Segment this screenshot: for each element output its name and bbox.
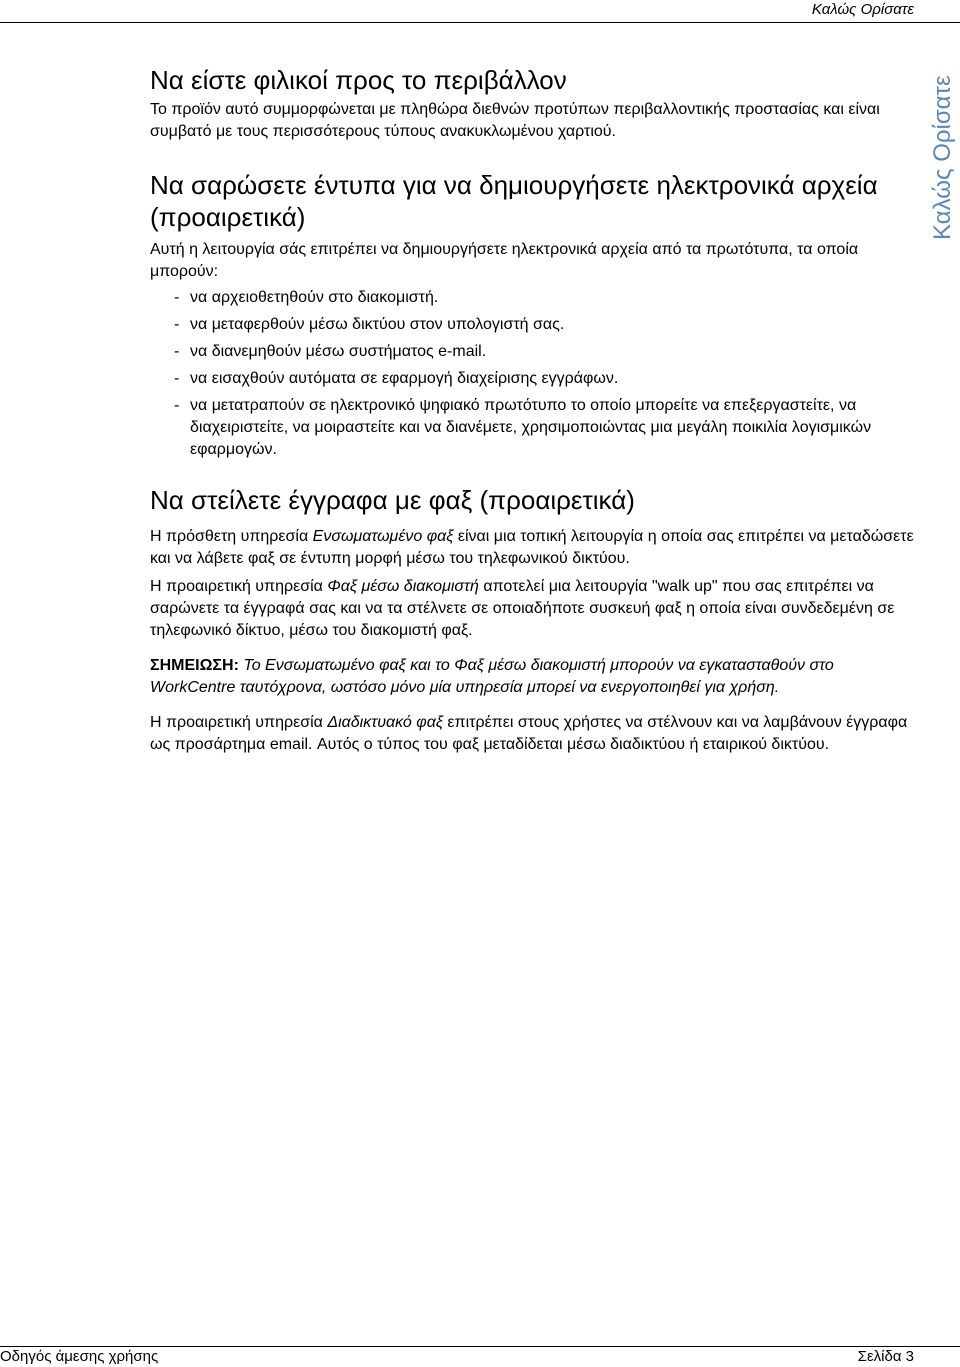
text-run: Η προαιρετική υπηρεσία [150,714,328,731]
text-run: επιτρέπει στους χρήστες να στέλνουν και να λαμβάνουν έγγραφα ως προσάρτημα email. Αυτός ο τύπος του φαξ μεταδίδεται μέσω διαδικτύου ή εταιρικού δικτύου. [150,714,908,753]
fax-paragraph-server [150,576,920,642]
fax-note [150,655,920,699]
bullet-dash: - [174,343,180,360]
list-item [150,341,920,363]
list-item-text: να εισαχθούν αυτόματα σε εφαρμογή διαχείρισης εγγράφων. [190,370,619,387]
list-item-text: να μεταφερθούν μέσω δικτύου στον υπολογιστή σας. [190,316,565,333]
scan-intro-paragraph: Αυτή η λειτουργία σάς επιτρέπει να δημιουργήσετε ηλεκτρονικά αρχεία από τα πρωτότυπα, τα οποία μπορούν: [150,241,859,280]
running-header: Καλώς Ορίσατε [811,1,914,18]
note-text: Το Ενσωματωμένο φαξ και το Φαξ μέσω διακομιστή μπορούν να εγκατασταθούν στο WorkCentre ταυτόχρονα, ωστόσο μόνο μία υπηρεσία μπορεί να ενεργοποιηθεί για χρήση. [150,657,834,696]
emphasis-text: Ενσωματωμένο φαξ [312,528,454,545]
section-fax [150,484,920,756]
text-run: Η πρόσθετη υπηρεσία [150,528,313,545]
list-item [150,395,920,461]
bullet-dash: - [174,289,180,306]
side-section-tab: Καλώς Ορίσατε [929,75,956,240]
section-heading-scan: Να σαρώσετε έντυπα για να δημιουργήσετε ηλεκτρονικά αρχεία (προαιρετικά) [150,170,878,232]
bullet-dash: - [174,397,180,414]
fax-paragraph-internet [150,712,920,756]
footer-guide-title: Οδηγός άμεσης χρήσης [0,1348,159,1365]
section-environment [150,64,920,143]
text-run: Η προαιρετική υπηρεσία [150,578,328,595]
header-divider [0,22,960,23]
emphasis-text: Διαδικτυακό φαξ [327,714,443,731]
list-item-text: να μετατραπούν σε ηλεκτρονικό ψηφιακό πρωτότυπο το οποίο μπορείτε να επεξεργαστείτε, να διαχειριστείτε, να μοιραστείτε και να διανέμετε, χρησιμοποιώντας μια μεγάλη ποικιλία λογισμικών εφαρμογών. [190,397,872,458]
fax-paragraph-embedded [150,526,920,570]
footer-divider [0,1346,960,1347]
text-run: αποτελεί μια λειτουργία "walk up" που σας επιτρέπει να σαρώνετε τα έγγραφά σας και να τα στέλνετε σε οποιαδήποτε συσκευή φαξ η οποία είναι συνδεδεμένη σε τηλεφωνικό δίκτυο, μέσω του διακομιστή φαξ. [150,578,895,639]
section-heading-environment: Να είστε φιλικοί προς το περιβάλλον [150,65,567,95]
emphasis-text: Φαξ μέσω διακομιστή [327,578,479,595]
section-heading-fax: Να στείλετε έγγραφα με φαξ (προαιρετικά) [150,485,635,515]
list-item [150,287,920,309]
list-item [150,368,920,390]
text-run: είναι μια τοπική λειτουργία η οποία σας επιτρέπει να μεταδώσετε και να λάβετε φαξ σε έντυπη μορφή μέσω του τηλεφωνικού δικτύου. [150,528,914,567]
list-item-text: να αρχειοθετηθούν στο διακομιστή. [190,289,439,306]
footer-page-number: Σελίδα 3 [857,1348,914,1365]
list-item-text: να διανεμηθούν μέσω συστήματος e-mail. [190,343,487,360]
note-label: ΣΗΜΕΙΩΣΗ: [150,657,239,674]
scan-bullet-list [150,287,920,461]
environment-paragraph: Το προϊόν αυτό συμμορφώνεται με πληθώρα διεθνών προτύπων περιβαλλοντικής προστασίας και είναι συμβατό με τους περισσότερους τύπους ανακυκλωμένου χαρτιού. [150,101,880,140]
bullet-dash: - [174,370,180,387]
section-scan [150,169,920,466]
list-item [150,314,920,336]
bullet-dash: - [174,316,180,333]
